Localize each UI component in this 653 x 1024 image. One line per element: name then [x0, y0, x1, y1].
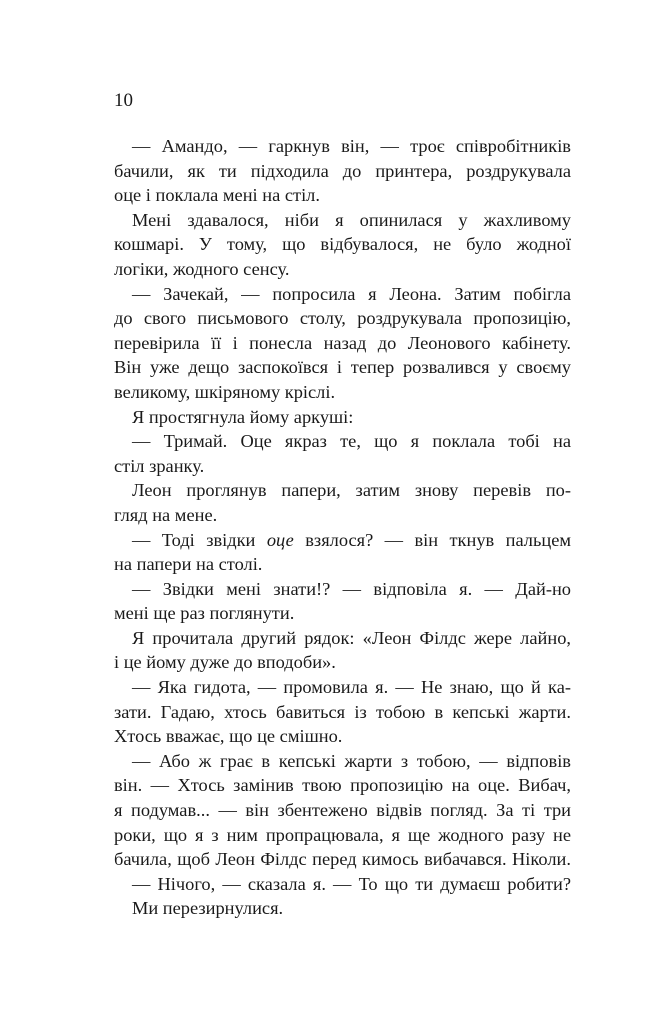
text-line: і це йому дуже до вподоби». — [114, 652, 336, 673]
text-line: бачили, як ти підходила до принтера, роздрукувала — [114, 160, 571, 181]
text-line: роки, що я з ним пропрацювала, я ще жодного разу не — [114, 824, 571, 845]
text-line: — Амандо, — гаркнув він, — троє співробітників — [132, 136, 571, 156]
text-line: бачила, щоб Леон Філдс перед кимось вибачався. Ніколи. — [114, 849, 571, 870]
text-line: — Або ж грає в кепські жарти з тобою, — відповів — [132, 750, 571, 771]
text-line: гляд на мене. — [114, 504, 218, 525]
text-line: я подумав... — він збентежено відвів погляд. За ті три — [114, 800, 571, 821]
text-line: перевірила її і понесла назад до Леонового кабінету. — [114, 332, 571, 353]
text-line: — Яка гидота, — промовила я. — Не знаю, що й ка- — [132, 677, 571, 698]
page-number: 10 — [114, 90, 133, 111]
text-line: Леон проглянув папери, затим знову перевів по- — [132, 480, 571, 501]
text-line: оце і поклала мені на стіл. — [114, 185, 320, 206]
text-line: Я простягнула йому аркуші: — [132, 406, 354, 427]
text-line: кошмарі. У тому, що відбувалося, не було жодної — [114, 234, 571, 255]
text-line: він. — Хтось замінив твою пропозицію на оце. Вибач, — [114, 775, 571, 796]
text-line: — Звідки мені знати!? — відповіла я. — Дай-но — [132, 578, 571, 599]
emphasis: оце — [266, 529, 294, 550]
text-line: великому, шкіряному кріслі. — [114, 381, 336, 402]
text-line: зати. Гадаю, хтось бавиться із тобою в кепські жарти. — [114, 701, 571, 722]
text-line: — Тоді звідки оце взялося? — він ткнув пальцем — [132, 529, 572, 550]
text-line: до свого письмового столу, роздрукувала пропозицію, — [114, 308, 571, 329]
text-line: на папери на столі. — [114, 554, 263, 575]
text-line: Ми перезирнулися. — [132, 898, 284, 919]
text-line: логіки, жодного сенсу. — [114, 258, 290, 279]
text-line: — Нічого, — сказала я. — То що ти думаєш робити? — [132, 873, 571, 894]
body-text — [114, 134, 571, 921]
text-line: Мені здавалося, ніби я опинилася у жахливому — [132, 209, 571, 230]
text-line: Хтось вважає, що це смішно. — [114, 726, 343, 747]
text-line: Я прочитала другий рядок: «Леон Філдс жере лайно, — [132, 627, 571, 648]
text-line: мені ще раз поглянути. — [114, 603, 295, 624]
text-line: — Тримай. Оце якраз те, що я поклала тобі на — [132, 431, 571, 452]
text-line: — Зачекай, — попросила я Леона. Затим побігла — [132, 283, 571, 304]
text-line: Він уже дещо заспокоївся і тепер розвалився у своєму — [114, 357, 571, 378]
text-line: стіл зранку. — [114, 455, 205, 476]
